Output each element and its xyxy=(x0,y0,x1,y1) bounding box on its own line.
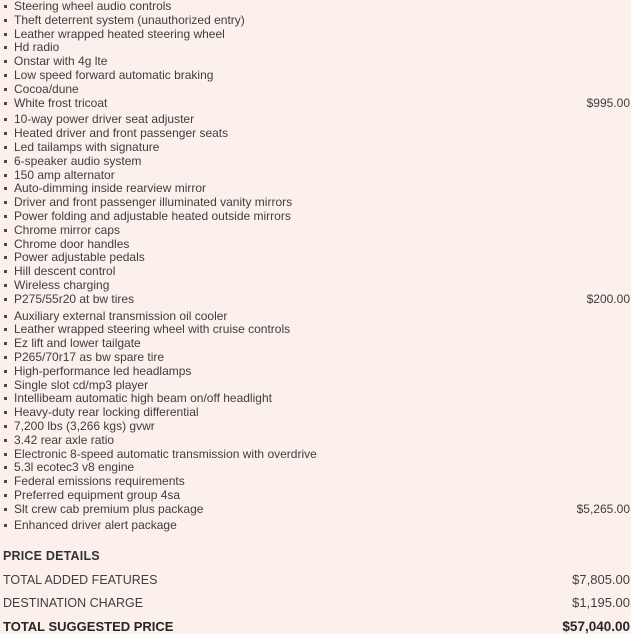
bullet-icon xyxy=(3,475,14,489)
feature-label: Ez lift and lower tailgate xyxy=(14,337,141,351)
feature-item xyxy=(3,420,630,434)
feature-label: Driver and front passenger illuminated vanity mirrors xyxy=(14,196,293,210)
feature-label: 3.42 rear axle ratio xyxy=(14,433,115,447)
price-row-label: TOTAL ADDED FEATURES xyxy=(3,572,158,587)
bullet-icon xyxy=(3,83,14,97)
bullet-icon xyxy=(3,265,14,279)
feature-label: Heated driver and front passenger seats xyxy=(14,127,229,141)
feature-label: Wireless charging xyxy=(14,278,110,292)
price-row-value: $7,805.00 xyxy=(572,571,630,587)
feature-label: Steering wheel audio controls xyxy=(14,0,172,13)
price-row-label: DESTINATION CHARGE xyxy=(3,596,144,611)
feature-label: Hd radio xyxy=(14,41,60,55)
feature-item xyxy=(3,113,630,127)
bullet-icon xyxy=(3,127,14,141)
feature-item xyxy=(3,434,630,448)
feature-label: P275/55r20 at bw tires xyxy=(14,292,135,306)
feature-item xyxy=(3,238,630,252)
bullet-icon xyxy=(3,379,14,393)
bullet-icon xyxy=(3,113,14,127)
feature-item xyxy=(3,448,630,462)
bullet-icon xyxy=(3,323,14,337)
feature-item xyxy=(3,337,630,351)
feature-item xyxy=(3,265,630,279)
feature-item xyxy=(3,127,630,141)
bullet-icon xyxy=(3,0,14,14)
bullet-icon xyxy=(3,519,14,533)
feature-label: Electronic 8-speed automatic transmission with overdrive xyxy=(14,447,317,461)
bullet-icon xyxy=(3,365,14,379)
feature-item xyxy=(3,323,630,337)
feature-item xyxy=(3,224,630,238)
bullet-icon xyxy=(3,55,14,69)
bullet-icon xyxy=(3,503,14,517)
feature-label: 5.3l ecotec3 v8 engine xyxy=(14,461,135,475)
feature-label: Auxiliary external transmission oil cooler xyxy=(14,309,228,323)
feature-label: Low speed forward automatic braking xyxy=(14,68,214,82)
bullet-icon xyxy=(3,155,14,169)
feature-label: Chrome door handles xyxy=(14,237,130,251)
feature-item xyxy=(3,475,630,489)
price-details-row xyxy=(3,595,630,610)
feature-price: $5,265.00 xyxy=(576,501,630,516)
bullet-icon xyxy=(3,169,14,183)
bullet-icon xyxy=(3,337,14,351)
feature-label: Enhanced driver alert package xyxy=(14,519,177,533)
price-row-value: $1,195.00 xyxy=(572,595,630,611)
feature-label: Slt crew cab premium plus package xyxy=(14,502,204,516)
bullet-icon xyxy=(3,489,14,503)
bullet-icon xyxy=(3,420,14,434)
feature-label: 6-speaker audio system xyxy=(14,154,142,168)
bullet-icon xyxy=(3,238,14,252)
bullet-icon xyxy=(3,14,14,28)
feature-label: Led tailamps with signature xyxy=(14,140,160,154)
bullet-icon xyxy=(3,224,14,238)
feature-price: $200.00 xyxy=(586,291,630,306)
feature-item xyxy=(3,196,630,210)
feature-item xyxy=(3,83,630,97)
feature-label: Leather wrapped steering wheel with cruise controls xyxy=(14,323,291,337)
bullet-icon xyxy=(3,41,14,55)
feature-item xyxy=(3,379,630,393)
price-details-row xyxy=(3,572,630,587)
feature-item xyxy=(3,69,630,83)
feature-label: P265/70r17 as bw spare tire xyxy=(14,350,165,364)
feature-label: Hill descent control xyxy=(14,265,116,279)
feature-label: Federal emissions requirements xyxy=(14,475,185,489)
feature-list xyxy=(3,0,630,533)
feature-label: Intellibeam automatic high beam on/off headlight xyxy=(14,392,272,406)
bullet-icon xyxy=(3,69,14,83)
feature-item xyxy=(3,365,630,379)
bullet-icon xyxy=(3,97,14,111)
bullet-icon xyxy=(3,448,14,462)
bullet-icon xyxy=(3,293,14,307)
feature-item xyxy=(3,519,630,533)
price-row-value: $57,040.00 xyxy=(562,619,630,634)
feature-label: Power folding and adjustable heated outside mirrors xyxy=(14,209,291,223)
feature-item xyxy=(3,141,630,155)
total-suggested-price-row xyxy=(3,619,630,634)
feature-item xyxy=(3,0,630,14)
bullet-icon xyxy=(3,210,14,224)
bullet-icon xyxy=(3,141,14,155)
bullet-icon xyxy=(3,461,14,475)
feature-label: Auto-dimming inside rearview mirror xyxy=(14,182,207,196)
feature-item xyxy=(3,503,630,517)
feature-item xyxy=(3,97,630,111)
feature-label: White frost tricoat xyxy=(14,96,108,110)
bullet-icon xyxy=(3,196,14,210)
bullet-icon xyxy=(3,182,14,196)
feature-label: Power adjustable pedals xyxy=(14,251,145,265)
feature-label: Cocoa/dune xyxy=(14,82,79,96)
feature-item xyxy=(3,406,630,420)
feature-item xyxy=(3,182,630,196)
bullet-icon xyxy=(3,310,14,324)
bullet-icon xyxy=(3,28,14,42)
bullet-icon xyxy=(3,406,14,420)
price-details-rows xyxy=(3,572,630,634)
feature-item xyxy=(3,310,630,324)
feature-item xyxy=(3,279,630,293)
price-details-section xyxy=(3,549,630,634)
feature-label: Leather wrapped heated steering wheel xyxy=(14,27,225,41)
feature-item xyxy=(3,392,630,406)
feature-label: Theft deterrent system (unauthorized entry) xyxy=(14,13,245,27)
price-details-heading: PRICE DETAILS xyxy=(3,549,100,564)
feature-label: 7,200 lbs (3,266 kgs) gvwr xyxy=(14,419,155,433)
feature-item xyxy=(3,169,630,183)
feature-item xyxy=(3,210,630,224)
bullet-icon xyxy=(3,392,14,406)
feature-item xyxy=(3,251,630,265)
feature-item xyxy=(3,55,630,69)
bullet-icon xyxy=(3,251,14,265)
feature-item xyxy=(3,461,630,475)
feature-label: 150 amp alternator xyxy=(14,168,115,182)
feature-item xyxy=(3,28,630,42)
feature-label: High-performance led headlamps xyxy=(14,364,192,378)
bullet-icon xyxy=(3,279,14,293)
feature-item xyxy=(3,351,630,365)
feature-label: 10-way power driver seat adjuster xyxy=(14,113,195,127)
feature-label: Heavy-duty rear locking differential xyxy=(14,406,199,420)
feature-item xyxy=(3,41,630,55)
feature-label: Single slot cd/mp3 player xyxy=(14,378,149,392)
feature-label: Preferred equipment group 4sa xyxy=(14,488,181,502)
price-row-label: TOTAL SUGGESTED PRICE xyxy=(3,619,174,634)
bullet-icon xyxy=(3,434,14,448)
feature-price: $995.00 xyxy=(586,95,630,110)
feature-item xyxy=(3,155,630,169)
feature-label: Chrome mirror caps xyxy=(14,223,121,237)
feature-label: Onstar with 4g lte xyxy=(14,55,108,69)
feature-item xyxy=(3,14,630,28)
feature-item xyxy=(3,293,630,307)
feature-item xyxy=(3,489,630,503)
bullet-icon xyxy=(3,351,14,365)
